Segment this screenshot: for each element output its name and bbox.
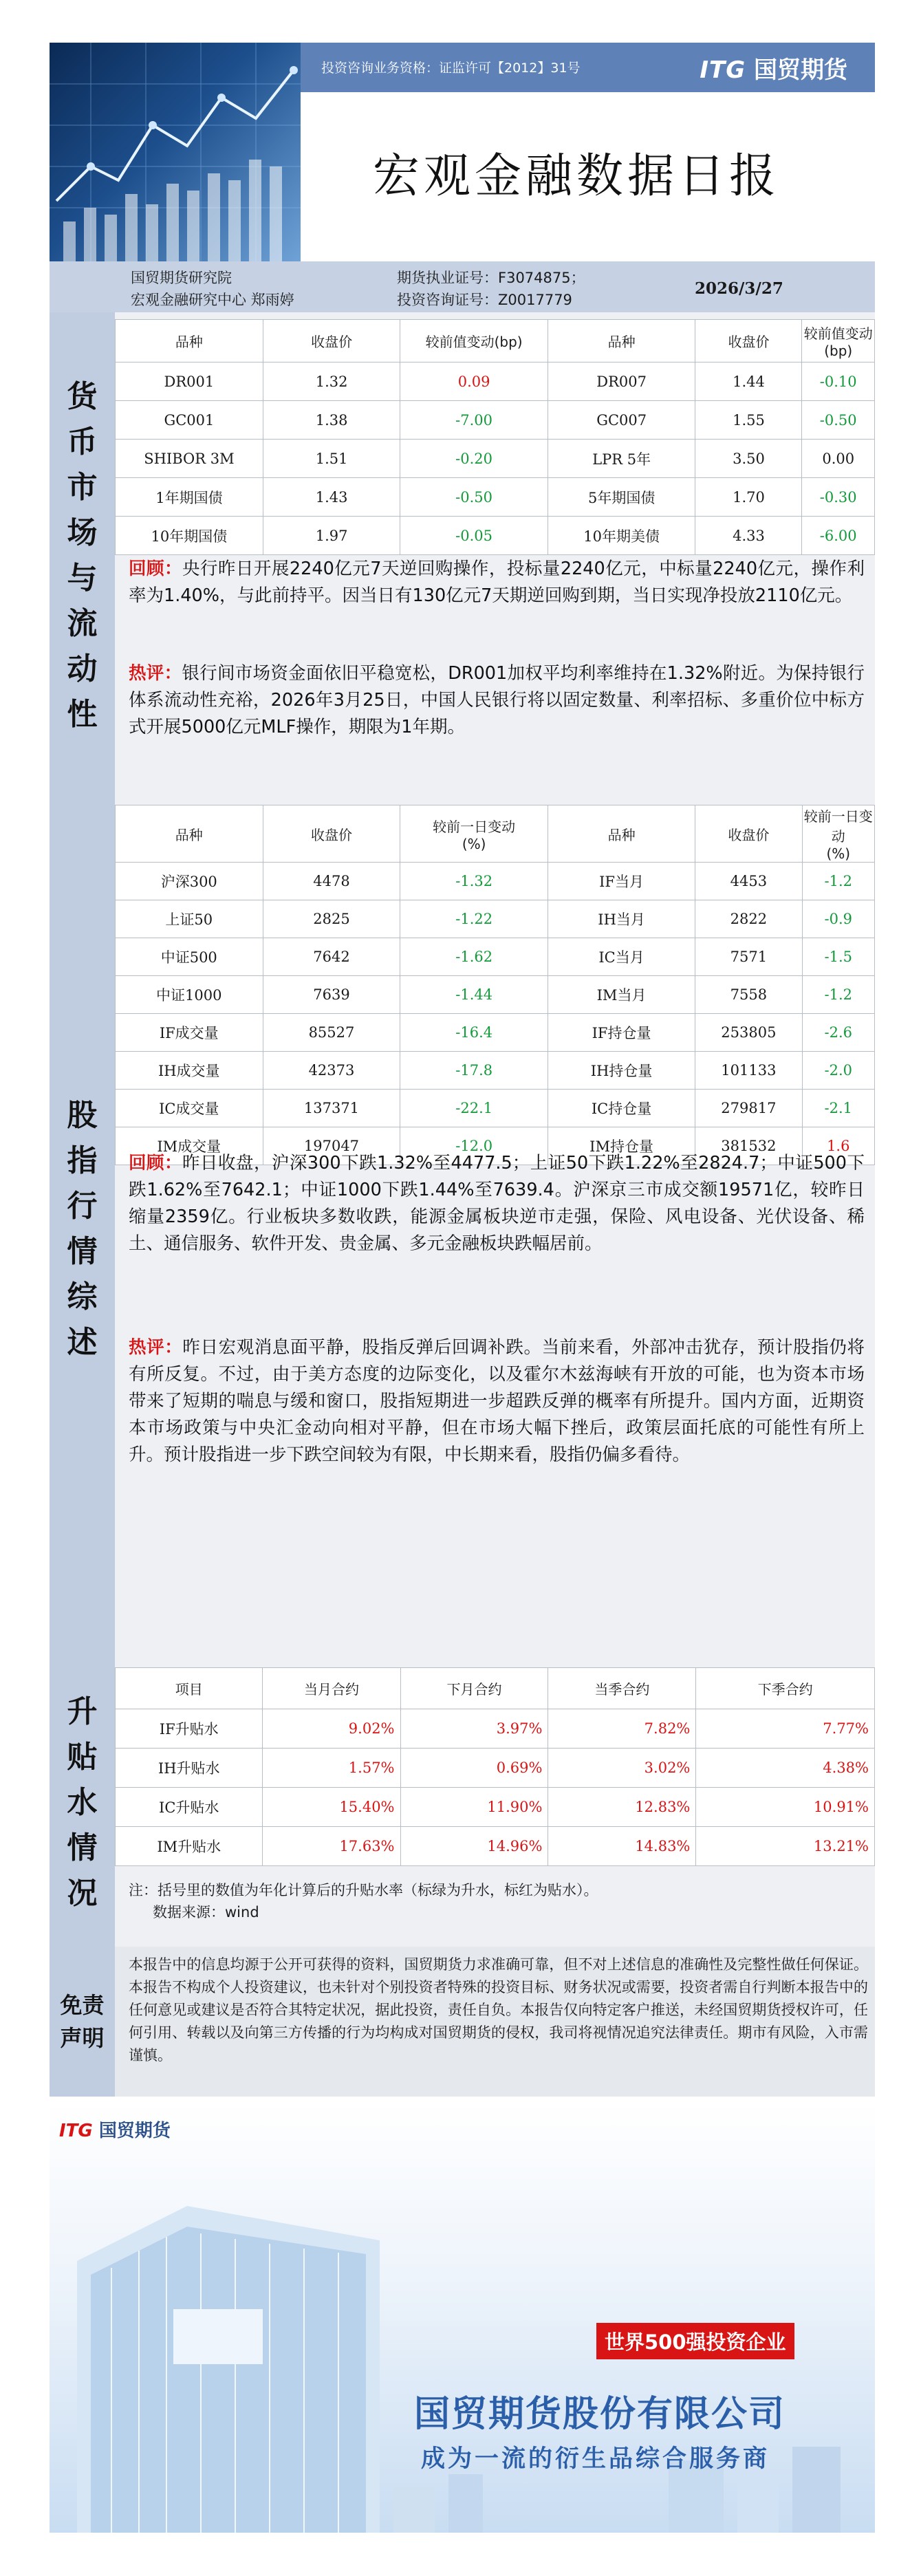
- logo-mark: ITG: [59, 2121, 93, 2141]
- instrument-name: SHIBOR 3M: [116, 440, 263, 478]
- stock-index-section: [50, 799, 875, 1659]
- close-price: 1.38: [263, 401, 400, 440]
- instrument-name: IC持仓量: [548, 1090, 695, 1127]
- instrument-name: 中证500: [116, 938, 263, 976]
- column-header: 收盘价: [695, 320, 802, 362]
- change-value: -0.9: [802, 900, 874, 938]
- instrument-name: 上证50: [116, 900, 263, 938]
- basis-value: 0.69%: [400, 1749, 548, 1788]
- close-price: 1.51: [263, 440, 400, 478]
- table-row: [116, 1052, 875, 1090]
- basis-value: 3.02%: [548, 1749, 696, 1788]
- company-name: 国贸期货股份有限公司: [414, 2394, 786, 2435]
- close-price: 381532: [695, 1127, 802, 1165]
- table-row: [116, 362, 875, 401]
- basis-table: [115, 1667, 875, 1866]
- column-header: 较前一日变动 (%): [802, 805, 874, 863]
- column-header: 品种: [116, 805, 263, 863]
- instrument-name: LPR 5年: [548, 440, 695, 478]
- footer-logo: [59, 2117, 171, 2142]
- close-price: 1.70: [695, 478, 802, 517]
- stock-comment: [129, 1334, 865, 1469]
- section-label: 升贴水情况: [50, 1659, 115, 1947]
- close-price: 42373: [263, 1052, 400, 1090]
- basis-value: 7.77%: [696, 1709, 875, 1749]
- column-header: 当季合约: [548, 1668, 696, 1709]
- instrument-name: 1年期国债: [116, 478, 263, 517]
- change-value: -7.00: [400, 401, 548, 440]
- report-title: 宏观金融数据日报: [373, 149, 781, 204]
- org-name: 国贸期货研究院: [131, 270, 232, 286]
- table-row: [116, 517, 875, 555]
- license-text: 投资咨询业务资格：证监许可【2012】31号: [321, 61, 581, 76]
- table-row: [116, 1709, 875, 1749]
- column-header: 较前一日变动 (%): [400, 805, 548, 863]
- basis-note: 注：括号里的数值为年化计算后的升贴水率（标绿为升水，标红为贴水）。: [129, 1882, 598, 1898]
- column-header: 收盘价: [263, 320, 400, 362]
- change-value: 0.00: [802, 440, 875, 478]
- instrument-name: 10年期美债: [548, 517, 695, 555]
- instrument-name: 10年期国债: [116, 517, 263, 555]
- change-value: -1.44: [400, 976, 548, 1014]
- change-value: -0.50: [400, 478, 548, 517]
- basis-value: 10.91%: [696, 1788, 875, 1827]
- table-header-row: [116, 320, 875, 362]
- instrument-name: IH成交量: [116, 1052, 263, 1090]
- change-value: -22.1: [400, 1090, 548, 1127]
- instrument-name: IF成交量: [116, 1014, 263, 1052]
- money-review: [129, 556, 865, 609]
- logo-text: 国贸期货: [98, 2121, 171, 2141]
- change-value: -1.2: [802, 863, 874, 900]
- table-row: [116, 1749, 875, 1788]
- close-price: 4478: [263, 863, 400, 900]
- logo-text: 国贸期货: [754, 56, 847, 84]
- close-price: 7642: [263, 938, 400, 976]
- stock-review: [129, 1150, 865, 1257]
- column-header: 较前值变动(bp): [400, 320, 548, 362]
- instrument-name: IM当月: [548, 976, 695, 1014]
- review-text: 昨日收盘，沪深300下跌1.32%至4477.5；上证50下跌1.22%至2824.7；中证500下跌1.62%至7642.1；中证1000下跌1.44%至7639.4。沪深京三市成交额19571亿，较昨日缩量2359亿。行业板块多数收跌，能源金属板块逆市走强，保险、风电设备、光伏设备、稀土、通信服务、软件开发、贵金属、多元金融板块跌幅居前。: [129, 1153, 865, 1254]
- close-price: 1.97: [263, 517, 400, 555]
- instrument-name: IF当月: [548, 863, 695, 900]
- basis-value: 13.21%: [696, 1827, 875, 1866]
- basis-value: 9.02%: [263, 1709, 400, 1749]
- change-value: 1.6: [802, 1127, 874, 1165]
- change-value: -12.0: [400, 1127, 548, 1165]
- close-price: 7558: [695, 976, 802, 1014]
- report-page: [50, 43, 875, 2533]
- author-info-bar: [50, 261, 875, 312]
- change-value: -2.0: [802, 1052, 874, 1090]
- change-value: -0.50: [802, 401, 875, 440]
- instrument-name: IM持仓量: [548, 1127, 695, 1165]
- instrument-name: IM成交量: [116, 1127, 263, 1165]
- column-header: 品种: [548, 805, 695, 863]
- close-price: 1.55: [695, 401, 802, 440]
- change-value: -0.05: [400, 517, 548, 555]
- comment-text: 昨日宏观消息面平静，股指反弹后回调补跌。当前来看，外部冲击犹存，预计股指仍将有所反复。不过，由于美方态度的边际变化，以及霍尔木兹海峡有开放的可能，也为资本市场带来了短期的喘息与缓和窗口，股指短期进一步超跌反弹的概率有所提升。国内方面，近期资本市场政策与中央汇金动向相对平静，但在市场大幅下挫后，政策层面托底的可能性有所上升。预计股指进一步下跌空间较为有限，中长期来看，股指仍偏多看待。: [129, 1337, 865, 1465]
- close-price: 3.50: [695, 440, 802, 478]
- basis-value: 11.90%: [400, 1788, 548, 1827]
- change-value: 0.09: [400, 362, 548, 401]
- basis-item: IC升贴水: [116, 1788, 263, 1827]
- basis-section: [50, 1659, 875, 1947]
- change-value: -2.6: [802, 1014, 874, 1052]
- change-value: -2.1: [802, 1090, 874, 1127]
- instrument-name: IH持仓量: [548, 1052, 695, 1090]
- column-header: 下月合约: [400, 1668, 548, 1709]
- close-price: 1.44: [695, 362, 802, 401]
- change-value: -6.00: [802, 517, 875, 555]
- change-value: -1.2: [802, 976, 874, 1014]
- change-value: -1.62: [400, 938, 548, 976]
- report-header: [50, 43, 875, 261]
- change-value: -17.8: [400, 1052, 548, 1090]
- fortune-badge: 世界500强投资企业: [596, 2323, 794, 2359]
- table-row: [116, 900, 875, 938]
- table-row: [116, 1788, 875, 1827]
- basis-value: 7.82%: [548, 1709, 696, 1749]
- instrument-name: 5年期国债: [548, 478, 695, 517]
- company-slogan: 成为一流的衍生品综合服务商: [421, 2445, 770, 2473]
- disclaimer-text: 本报告中的信息均源于公开可获得的资料，国贸期货力求准确可靠，但不对上述信息的准确性及完整性做任何保证。本报告不构成个人投资建议，也未针对个别投资者特殊的投资目标、财务状况或需要，投资者需自行判断本报告中的任何意见或建议是否符合其特定状况，据此投资，责任自负。本报告仅向特定客户推送，未经国贸期货授权许可，任何引用、转载以及向第三方传播的行为均构成对国贸期货的侵权，我司将视情况追究法律责任。期市有风险，入市需谨慎。: [129, 1956, 868, 2064]
- close-price: 4453: [695, 863, 802, 900]
- comment-label: 热评：: [129, 1337, 183, 1358]
- table-row: [116, 440, 875, 478]
- money-comment: [129, 660, 865, 741]
- close-price: 253805: [695, 1014, 802, 1052]
- basis-value: 15.40%: [263, 1788, 400, 1827]
- table-row: [116, 478, 875, 517]
- instrument-name: GC007: [548, 401, 695, 440]
- basis-value: 1.57%: [263, 1749, 400, 1788]
- section-label: 股指行情综述: [50, 799, 115, 1659]
- disclaimer-section: [50, 1947, 875, 2097]
- instrument-name: GC001: [116, 401, 263, 440]
- basis-value: 12.83%: [548, 1788, 696, 1827]
- table-row: [116, 401, 875, 440]
- column-header: 当月合约: [263, 1668, 400, 1709]
- table-row: [116, 1827, 875, 1866]
- money-market-table: [115, 319, 875, 555]
- change-value: -0.20: [400, 440, 548, 478]
- author-name: 宏观金融研究中心 郑雨婷: [131, 292, 294, 308]
- instrument-name: IC成交量: [116, 1090, 263, 1127]
- comment-text: 银行间市场资金面依旧平稳宽松，DR001加权平均利率维持在1.32%附近。为保持银行体系流动性充裕，2026年3月25日，中国人民银行将以固定数量、利率招标、多重价位中标方式开展5000亿元MLF操作，期限为1年期。: [129, 663, 865, 737]
- instrument-name: 沪深300: [116, 863, 263, 900]
- table-row: [116, 1014, 875, 1052]
- change-value: -1.22: [400, 900, 548, 938]
- table-header-row: [116, 1668, 875, 1709]
- basis-value: 4.38%: [696, 1749, 875, 1788]
- close-price: 4.33: [695, 517, 802, 555]
- table-header-row: [116, 805, 875, 863]
- change-value: -0.10: [802, 362, 875, 401]
- basis-value: 3.97%: [400, 1709, 548, 1749]
- close-price: 2822: [695, 900, 802, 938]
- basis-item: IF升贴水: [116, 1709, 263, 1749]
- section-label: 货币市场与流动性: [50, 312, 115, 799]
- close-price: 137371: [263, 1090, 400, 1127]
- column-header: 收盘价: [263, 805, 400, 863]
- review-text: 央行昨日开展2240亿元7天逆回购操作，投标量2240亿元，中标量2240亿元，操作利率为1.40%，与此前持平。因当日有130亿元7天期逆回购到期，当日实现净投放2110亿元。: [129, 559, 865, 606]
- close-price: 1.32: [263, 362, 400, 401]
- table-row: [116, 938, 875, 976]
- basis-value: 14.83%: [548, 1827, 696, 1866]
- table-row: [116, 863, 875, 900]
- stock-index-table: [115, 805, 875, 1165]
- column-header: 下季合约: [696, 1668, 875, 1709]
- instrument-name: IH当月: [548, 900, 695, 938]
- review-label: 回顾：: [129, 559, 182, 579]
- column-header: 品种: [116, 320, 263, 362]
- basis-value: 14.96%: [400, 1827, 548, 1866]
- close-price: 279817: [695, 1090, 802, 1127]
- change-value: -1.32: [400, 863, 548, 900]
- close-price: 101133: [695, 1052, 802, 1090]
- advisory-cert: 投资咨询证号：Z0017779: [397, 292, 572, 308]
- table-row: [116, 976, 875, 1014]
- close-price: 1.43: [263, 478, 400, 517]
- table-row: [116, 1090, 875, 1127]
- change-value: -0.30: [802, 478, 875, 517]
- instrument-name: IC当月: [548, 938, 695, 976]
- column-header: 品种: [548, 320, 695, 362]
- column-header: 较前值变动 (bp): [802, 320, 875, 362]
- basis-item: IH升贴水: [116, 1749, 263, 1788]
- section-label: 免责声明: [50, 1947, 115, 2097]
- change-value: -1.5: [802, 938, 874, 976]
- close-price: 85527: [263, 1014, 400, 1052]
- column-header: 收盘价: [695, 805, 802, 863]
- company-logo: [700, 51, 847, 85]
- futures-cert: 期货执业证号：F3074875；: [397, 270, 585, 286]
- data-source: 数据来源：wind: [153, 1904, 259, 1920]
- change-value: -16.4: [400, 1014, 548, 1052]
- report-date: 2026/3/27: [695, 279, 783, 298]
- instrument-name: 中证1000: [116, 976, 263, 1014]
- close-price: 197047: [263, 1127, 400, 1165]
- header-image: [50, 43, 301, 261]
- instrument-name: IF持仓量: [548, 1014, 695, 1052]
- column-header: 项目: [116, 1668, 263, 1709]
- finance-chart-graphic: [50, 43, 301, 261]
- money-market-section: [50, 312, 875, 799]
- footer-banner: [50, 2103, 875, 2533]
- close-price: 7639: [263, 976, 400, 1014]
- review-label: 回顾：: [129, 1153, 182, 1173]
- basis-item: IM升贴水: [116, 1827, 263, 1866]
- instrument-name: DR007: [548, 362, 695, 401]
- close-price: 2825: [263, 900, 400, 938]
- basis-value: 17.63%: [263, 1827, 400, 1866]
- comment-label: 热评：: [129, 663, 182, 684]
- logo-mark: ITG: [700, 56, 746, 84]
- instrument-name: DR001: [116, 362, 263, 401]
- close-price: 7571: [695, 938, 802, 976]
